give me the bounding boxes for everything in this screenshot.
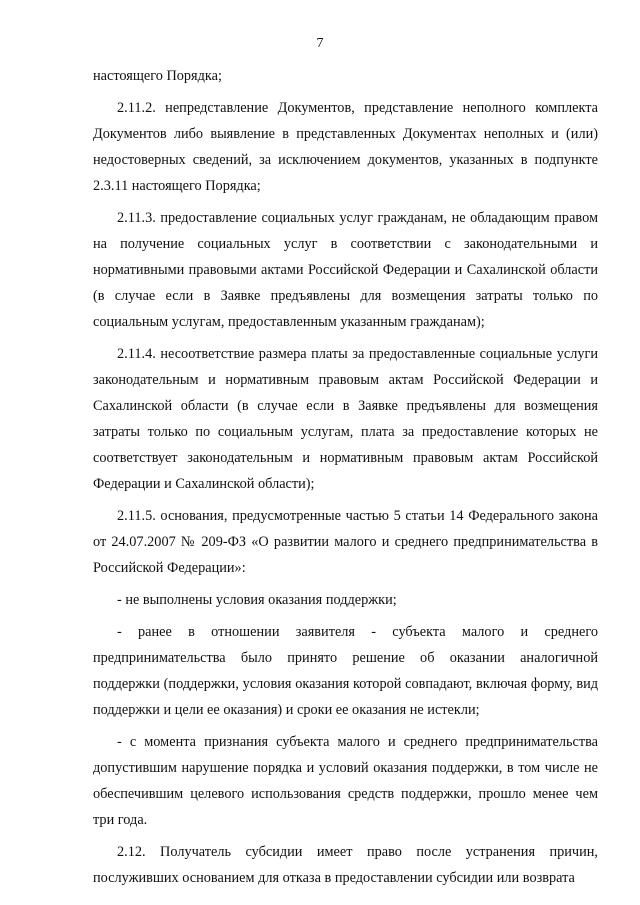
paragraph-2-11-2: 2.11.2. непредставление Документов, представление неполного комплекта Документов либо выявление в представленных Документах неполных и (или) недостоверных сведений, за исключением документов, указанных в подпункте 2.3.11 настоящего Порядка; [93, 100, 598, 194]
document-body [93, 63, 598, 891]
paragraph-2-11-4: 2.11.4. несоответствие размера платы за предоставленные социальные услуги законодательным и нормативным правовым актам Российской Федерации и Сахалинской области (в случае если в Заявке предъявлены для возмещения затраты только по социальным услугам, плата за предоставление которых не соответствует законодательным и нормативным правовым актам Российской Федерации и Сахалинской области); [93, 346, 598, 492]
paragraph-2-12: 2.12. Получатель субсидии имеет право после устранения причин, послуживших основанием для отказа в предоставлении субсидии или возврата [93, 844, 598, 886]
paragraph-2-11-3: 2.11.3. предоставление социальных услуг гражданам, не обладающим правом на получение социальных услуг в соответствии с законодательными и нормативными правовыми актами Российской Федерации и Сахалинской области (в случае если в Заявке предъявлены для возмещения затраты только по социальным услугам, предоставленным указанным гражданам); [93, 210, 598, 330]
paragraph-2-11-5: 2.11.5. основания, предусмотренные частью 5 статьи 14 Федерального закона от 24.07.2007 № 209-ФЗ «О развитии малого и среднего предпринимательства в Российской Федерации»: [93, 508, 598, 576]
page-number: 7 [316, 36, 324, 51]
list-item-conditions: - не выполнены условия оказания поддержки; [117, 592, 397, 608]
list-item-violation: - с момента признания субъекта малого и среднего предпринимательства допустившим нарушение порядка и условий оказания поддержки, в том числе не обеспечившим целевого использования средств поддержки, прошло менее чем три года. [93, 734, 598, 828]
list-item-previous-support: - ранее в отношении заявителя - субъекта малого и среднего предпринимательства было принято решение об оказании аналогичной поддержки (поддержки, условия оказания которой совпадают, включая форму, вид поддержки и цели ее оказания) и сроки ее оказания не истекли; [93, 624, 598, 718]
paragraph-continuation: настоящего Порядка; [93, 68, 222, 84]
